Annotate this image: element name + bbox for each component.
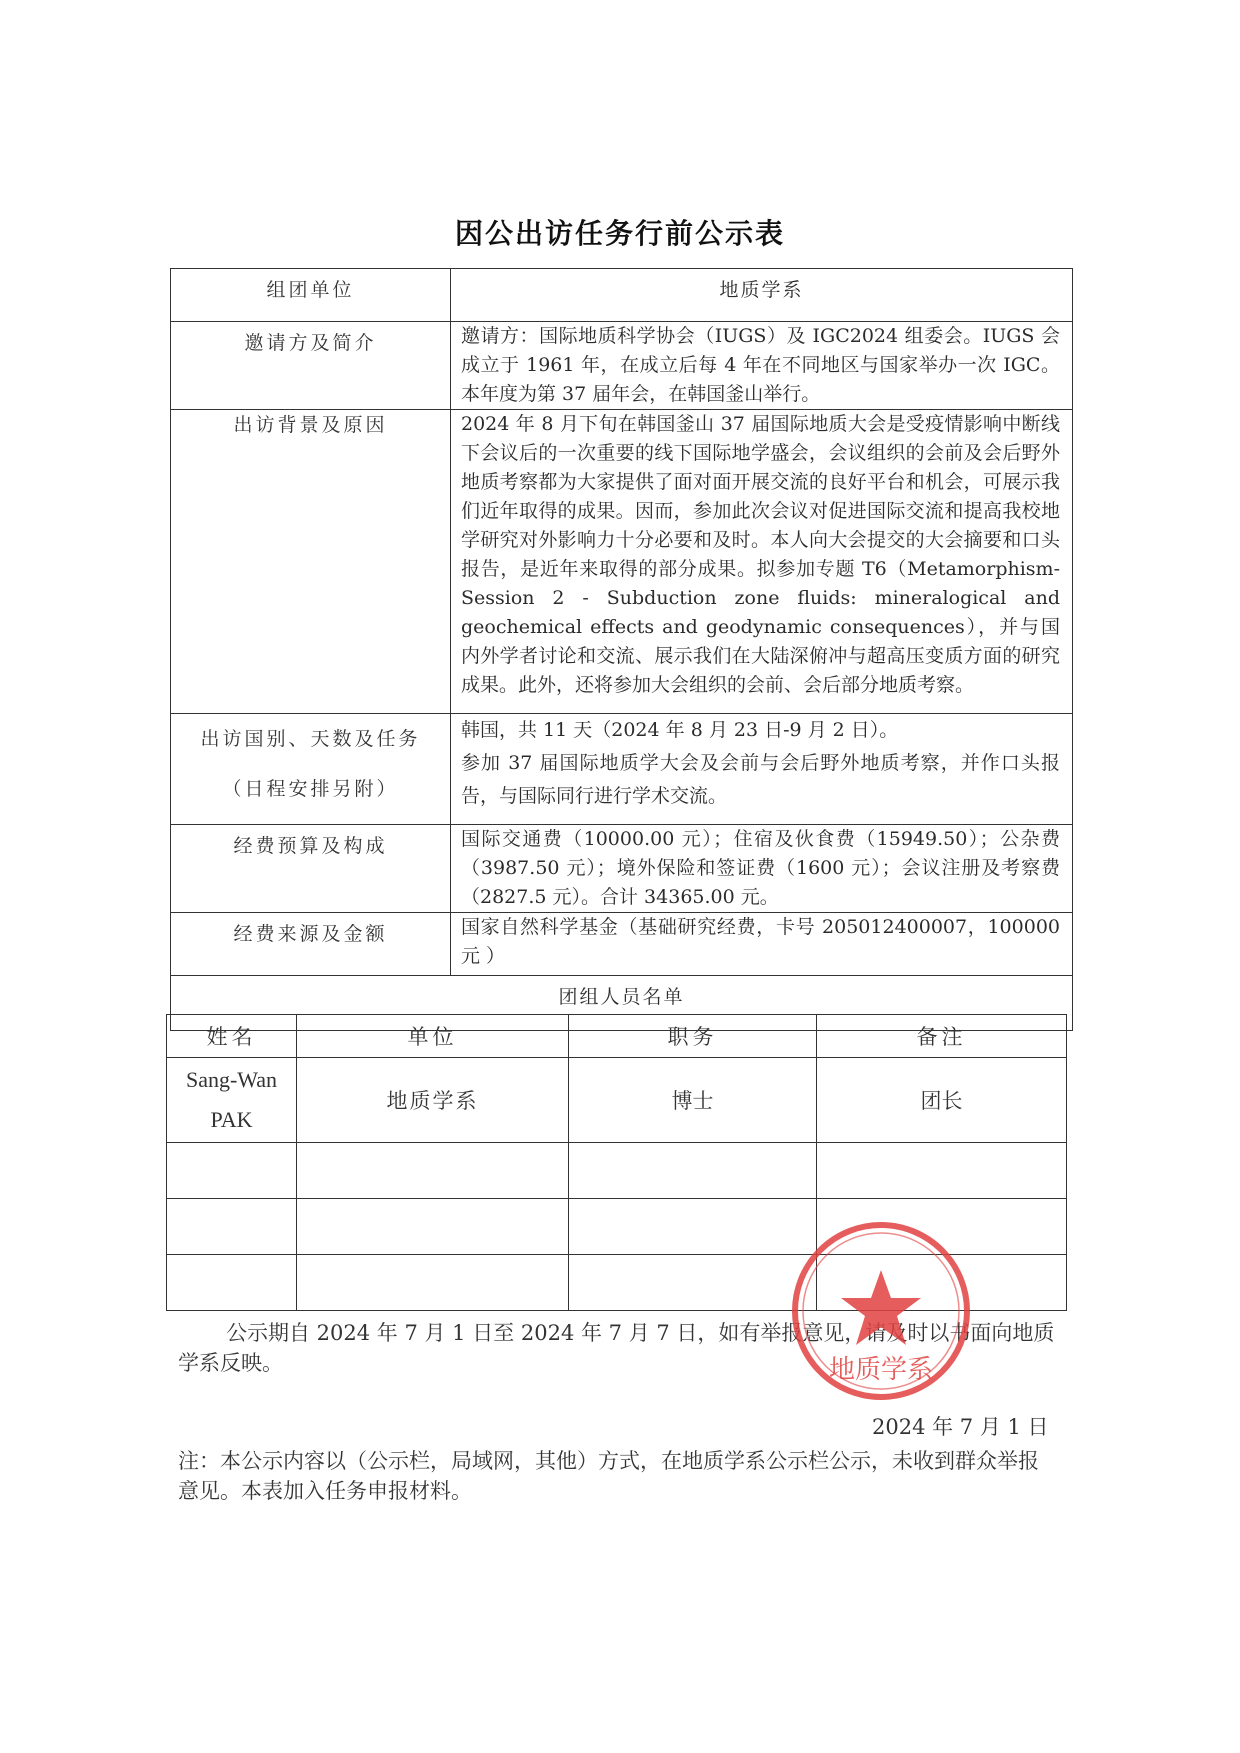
country-label: [171, 714, 451, 825]
member-name: Sang-Wan PAK: [167, 1058, 297, 1143]
group-unit-row: [171, 269, 1073, 322]
seal-text: 地质学系: [828, 1355, 934, 1385]
notice-date: 2024 年 7 月 1 日: [872, 1415, 1049, 1439]
notice-note: 注：本公示内容以（公示栏，局域网，其他）方式，在地质学系公示栏公示，未收到群众举报意见。本表加入任务申报材料。: [178, 1449, 1039, 1503]
header-unit: 单位: [297, 1015, 569, 1058]
members-title: 团组人员名单: [171, 976, 1073, 1031]
funding-value: 国家自然科学基金（基础研究经费，卡号 205012400007，100000 元 ）: [451, 913, 1073, 976]
group-unit-value: 地质学系: [451, 269, 1073, 322]
background-row: [171, 410, 1073, 714]
inviter-label: 邀请方及简介: [171, 322, 451, 410]
member-unit: 地质学系: [297, 1058, 569, 1143]
funding-label: 经费来源及金额: [171, 913, 451, 976]
info-table: [170, 268, 1073, 1031]
notice-text: 公示期自 2024 年 7 月 1 日至 2024 年 7 月 7 日，如有举报意见，请及时以书面向地质学系反映。: [178, 1321, 1055, 1375]
document-title: 因公出访任务行前公示表: [454, 217, 785, 250]
member-remark: 团长: [817, 1058, 1067, 1143]
country-label-line-2: （日程安排另附）: [222, 778, 399, 800]
budget-row: [171, 825, 1073, 913]
background-value: 2024 年 8 月下旬在韩国釜山 37 届国际地质大会是受疫情影响中断线下会议后的一次重要的线下国际地学盛会，会议组织的会前及会后野外地质考察都为大家提供了面对面开展交流的良好平台和机会，可展示我们近年取得的成果。因而，参加此次会议对促进国际交流和提高我校地学研究对外影响力十分必要和及时。本人向大会提交的大会摘要和口头报告，是近年来取得的部分成果。拟参加专题 T6（Metamorphism-Session 2 - Subduction zone fluids: mineralogical and geochemical effects and geodynamic consequences），并与国内外学者讨论和交流、展示我们在大陆深俯冲与超高压变质方面的研究成果。此外，还将参加大会组织的会前、会后部分地质考察。: [451, 410, 1073, 714]
group-unit-label: 组团单位: [171, 269, 451, 322]
member-position: 博士: [569, 1058, 817, 1143]
country-label-line-1: 出访国别、天数及任务: [200, 728, 421, 750]
header-name: 姓名: [167, 1015, 297, 1058]
budget-label: 经费预算及构成: [171, 825, 451, 913]
funding-row: [171, 913, 1073, 976]
budget-value: 国际交通费（10000.00 元）；住宿及伙食费（15949.50）；公杂费（3987.50 元）；境外保险和签证费（1600 元）；会议注册及考察费（2827.5 元）。合计 34365.00 元。: [451, 825, 1073, 913]
department-seal: [788, 1218, 974, 1404]
inviter-value: 邀请方：国际地质科学协会（IUGS）及 IGC2024 组委会。IUGS 会成立于 1961 年，在成立后每 4 年在不同地区与国家举办一次 IGC。本年度为第 37 届年会，在韩国釜山举行。: [451, 322, 1073, 410]
member-row: [167, 1058, 1067, 1143]
inviter-row: [171, 322, 1073, 410]
country-value-line-2: 参加 37 届国际地质学大会及会前与会后野外地质考察，并作口头报告，与国际同行进行学术交流。: [461, 752, 1060, 807]
members-header-row: [167, 1015, 1067, 1058]
header-remark: 备注: [817, 1015, 1067, 1058]
empty-row: [167, 1143, 1067, 1199]
country-value-line-1: 韩国，共 11 天（2024 年 8 月 23 日-9 月 2 日）。: [461, 719, 899, 741]
background-label: 出访背景及原因: [171, 410, 451, 714]
country-value: [451, 714, 1073, 825]
country-row: [171, 714, 1073, 825]
header-position: 职务: [569, 1015, 817, 1058]
